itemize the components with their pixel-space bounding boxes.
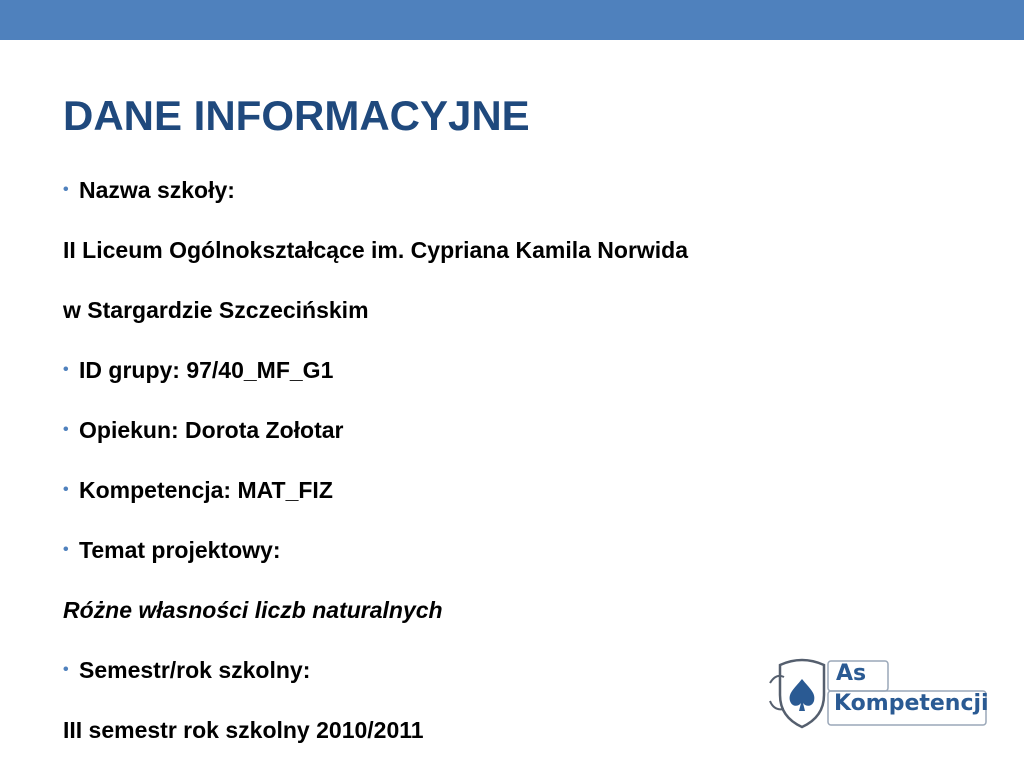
bullet-icon: • bbox=[63, 541, 69, 558]
logo-text-as: As bbox=[836, 661, 867, 686]
line-text: Kompetencja: MAT_FIZ bbox=[79, 477, 333, 503]
line-text: III semestr rok szkolny 2010/2011 bbox=[63, 717, 424, 743]
line-school-full-name bbox=[63, 220, 963, 280]
bullet-line-school-name bbox=[63, 160, 963, 220]
line-text: II Liceum Ogólnokształcące im. Cypriana Kamila Norwida bbox=[63, 237, 689, 263]
line-text: w Stargardzie Szczecińskim bbox=[63, 297, 369, 323]
bullet-line-competence bbox=[63, 460, 963, 520]
bullet-icon: • bbox=[63, 361, 69, 378]
bullet-icon: • bbox=[63, 181, 69, 198]
bullet-icon: • bbox=[63, 481, 69, 498]
top-accent-bar bbox=[0, 0, 1024, 40]
line-project-topic-value bbox=[63, 580, 963, 640]
line-text: Semestr/rok szkolny: bbox=[79, 657, 311, 683]
bullet-line-supervisor bbox=[63, 400, 963, 460]
logo-text-kompetencji: Kompetencji bbox=[834, 691, 989, 716]
bullet-icon: • bbox=[63, 421, 69, 438]
bullet-line-group-id bbox=[63, 340, 963, 400]
line-text: Nazwa szkoły: bbox=[79, 177, 235, 203]
as-kompetencji-logo bbox=[766, 655, 988, 731]
bullet-icon: • bbox=[63, 661, 69, 678]
line-text: Opiekun: Dorota Zołotar bbox=[79, 417, 344, 443]
line-school-location bbox=[63, 280, 963, 340]
line-text: Temat projektowy: bbox=[79, 537, 281, 563]
bullet-line-project-topic bbox=[63, 520, 963, 580]
line-text: ID grupy: 97/40_MF_G1 bbox=[79, 357, 334, 383]
slide-title: DANE INFORMACYJNE bbox=[63, 92, 530, 139]
line-text: Różne własności liczb naturalnych bbox=[63, 597, 443, 623]
